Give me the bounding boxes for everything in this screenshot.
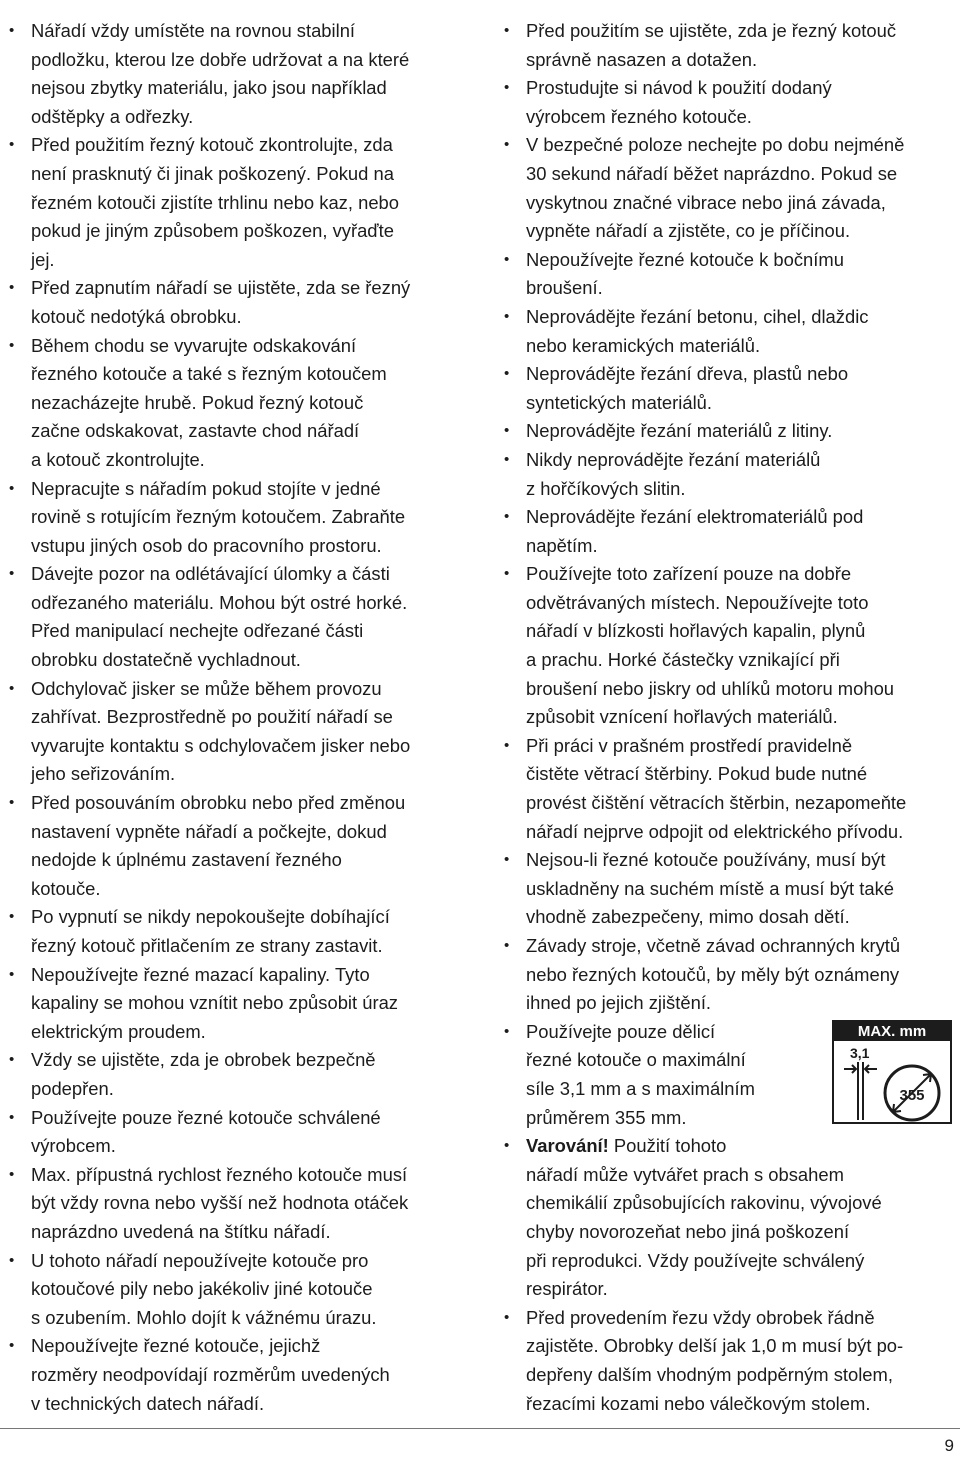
warning-item <box>503 1132 960 1304</box>
warning-text: Použití tohoto nářadí může vytvářet prach s obsahem chemikálií způsobujících rakovinu, vývojové chyby novorozeňat nebo jiná poškození při reprodukci. Vždy používejte schválený respirátor. <box>526 1135 882 1300</box>
list-item: • V bezpečné poloze nechejte po dobu nejméně 30 sekund nářadí běžet naprázdno. Pokud se vyskytnou značné vibrace nebo jiná závada, vypněte nářadí a zjistěte, co je příčinou. <box>503 131 960 245</box>
list-item: • Prostudujte si návod k použití dodaný výrobcem řezného kotouče. <box>503 74 960 131</box>
list-item: • Dávejte pozor na odlétávající úlomky a části odřezaného materiálu. Mohou být ostré horké. Před manipulací nechejte odřezané části obrobku dostatečně vychladnout. <box>8 560 478 674</box>
list-item: • Nikdy neprovádějte řezání materiálů z hořčíkových slitin. <box>503 446 960 503</box>
list-item: • Při práci v prašném prostředí pravidelně čistěte větrací štěrbiny. Pokud bude nutné provést čištění větracích štěrbin, nezapomeňte nářadí nejprve odpojit od elektrického přívodu. <box>503 732 960 846</box>
pictogram-diameter: 355 <box>899 1087 925 1104</box>
list-item: • Nepoužívejte řezné kotouče, jejichž rozměry neodpovídají rozměrům uvedených v technických datech nářadí. <box>8 1332 478 1418</box>
list-item: • Neprovádějte řezání materiálů z litiny. <box>503 417 960 446</box>
page-number: 9 <box>944 1436 954 1455</box>
pictogram-thickness: 3,1 <box>850 1045 870 1061</box>
list-item: • Používejte pouze řezné kotouče schválené výrobcem. <box>8 1104 478 1161</box>
list-item: • Nepracujte s nářadím pokud stojíte v jedné rovině s rotujícím řezným kotoučem. Zabraňte vstupu jiných osob do pracovního prostoru. <box>8 475 478 561</box>
right-column-list <box>503 17 960 1418</box>
pictogram-title: MAX. mm <box>857 1023 927 1040</box>
list-item: • Odchylovač jisker se může během provozu zahřívat. Bezprostředně po použití nářadí se vyvarujte kontaktu s odchylovačem jisker nebo jeho seřizováním. <box>8 675 478 789</box>
list-item: • Používejte pouze dělicí řezné kotouče o maximální síle 3,1 mm a s maximálním průměrem 355 mm. <box>503 1018 960 1132</box>
list-item: • Před posouváním obrobku nebo před změnou nastavení vypněte nářadí a počkejte, dokud nedojde k úplnému zastavení řezného kotouče. <box>8 789 478 903</box>
footer-rule <box>0 1428 960 1429</box>
list-item: • Nejsou-li řezné kotouče používány, musí být uskladněny na suchém místě a musí být také vhodně zabezpečeny, mimo dosah dětí. <box>503 846 960 932</box>
list-item: • Před provedením řezu vždy obrobek řádně zajistěte. Obrobky delší jak 1,0 m musí být po- depřeny dalším vhodným podpěrným stolem, řezacími kozami nebo válečkovým stolem. <box>503 1304 960 1418</box>
list-item: • Neprovádějte řezání betonu, cihel, dlaždic nebo keramických materiálů. <box>503 303 960 360</box>
list-item: • Nepoužívejte řezné mazací kapaliny. Tyto kapaliny se mohou vznítit nebo způsobit úraz elektrickým proudem. <box>8 961 478 1047</box>
list-item: • Po vypnutí se nikdy nepokoušejte dobíhající řezný kotouč přitlačením ze strany zastavit. <box>8 903 478 960</box>
list-item: • Vždy se ujistěte, zda je obrobek bezpečně podepřen. <box>8 1046 478 1103</box>
left-column-list <box>8 17 478 1418</box>
list-item: • Během chodu se vyvarujte odskakování řezného kotouče a také s řezným kotoučem nezacházejte hrubě. Pokud řezný kotouč začne odskakovat, zastavte chod nářadí a kotouč zkontrolujte. <box>8 332 478 475</box>
list-item: • Max. přípustná rychlost řezného kotouče musí být vždy rovna nebo vyšší než hodnota otáček naprázdno uvedená na štítku nářadí. <box>8 1161 478 1247</box>
list-item: • Před zapnutím nářadí se ujistěte, zda se řezný kotouč nedotýká obrobku. <box>8 274 478 331</box>
list-item: • Neprovádějte řezání elektromateriálů pod napětím. <box>503 503 960 560</box>
list-item: • Neprovádějte řezání dřeva, plastů nebo syntetických materiálů. <box>503 360 960 417</box>
list-item: • Nepoužívejte řezné kotouče k bočnímu broušení. <box>503 246 960 303</box>
list-item: • Nářadí vždy umístěte na rovnou stabilní podložku, kterou lze dobře udržovat a na které nejsou zbytky materiálu, jako jsou například odštěpky a odřezky. <box>8 17 478 131</box>
list-item: • Před použitím řezný kotouč zkontrolujte, zda není prasknutý či jinak poškozený. Pokud na řezném kotouči zjistíte trhlinu nebo kaz, nebo pokud je jiným způsobem poškozen, vyřaďte jej. <box>8 131 478 274</box>
max-blade-size-pictogram <box>832 1020 952 1124</box>
list-item: • Před použitím se ujistěte, zda je řezný kotouč správně nasazen a dotažen. <box>503 17 960 74</box>
list-item: • U tohoto nářadí nepoužívejte kotouče pro kotoučové pily nebo jakékoliv jiné kotouče s ozubením. Mohlo dojít k vážnému úrazu. <box>8 1247 478 1333</box>
warning-label: Varování! <box>526 1135 609 1157</box>
list-item: • Závady stroje, včetně závad ochranných krytů nebo řezných kotoučů, by měly být oznámeny ihned po jejich zjištění. <box>503 932 960 1018</box>
list-item: • Používejte toto zařízení pouze na dobře odvětrávaných místech. Nepoužívejte toto nářadí v blízkosti hořlavých kapalin, plynů a prachu. Horké částečky vznikající při broušení nebo jiskry od uhlíků motoru mohou způsobit vznícení hořlavých materiálů. <box>503 560 960 732</box>
